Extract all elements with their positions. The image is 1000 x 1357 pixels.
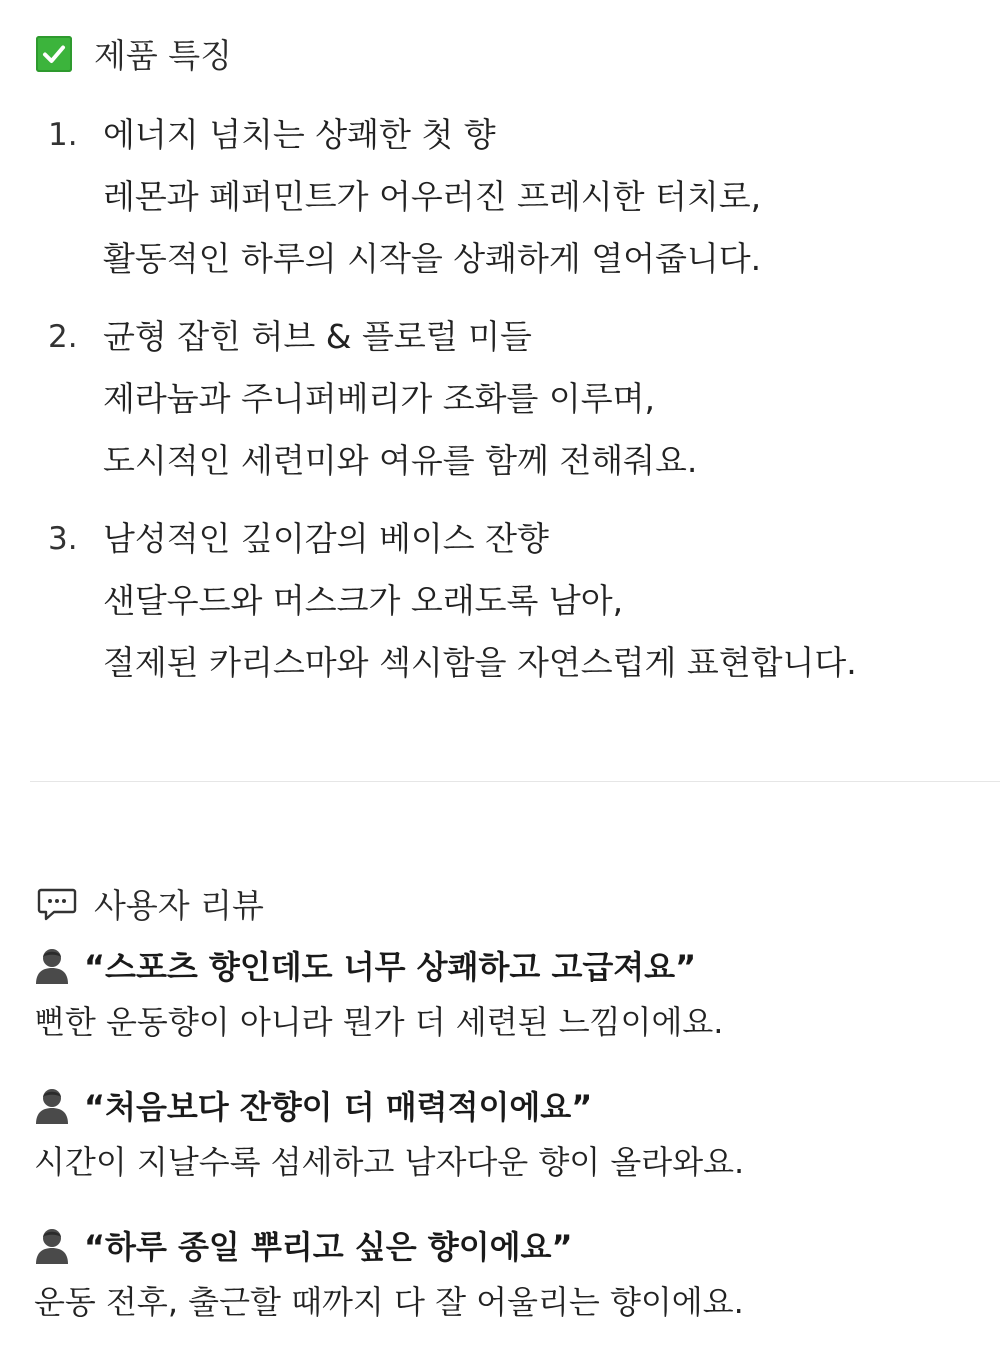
features-heading: 제품 특징 (94, 36, 233, 75)
feature-description-line: 절제된 카리스마와 섹시함을 자연스럽게 표현합니다. (103, 643, 857, 682)
speech-bubble-icon (36, 883, 78, 925)
feature-description-line: 샌달우드와 머스크가 오래도록 남아, (103, 581, 624, 620)
feature-title: 균형 잡힌 허브 & 플로럴 미들 (103, 317, 532, 356)
feature-number: 2. (48, 319, 78, 355)
review-body: 뻔한 운동향이 아니라 뭔가 더 세련된 느낌이에요. (34, 1003, 724, 1041)
features-header (36, 30, 232, 77)
review-quote: “스포츠 향인데도 너무 상쾌하고 고급져요” (84, 948, 697, 986)
reviews-header (36, 880, 264, 927)
review-quote-line (34, 1220, 572, 1270)
review-quote: “하루 종일 뿌리고 싶은 향이에요” (84, 1228, 573, 1266)
reviews-heading: 사용자 리뷰 (94, 886, 264, 925)
feature-description-line: 레몬과 페퍼민트가 어우러진 프레시한 터치로, (103, 177, 762, 216)
feature-description-line: 제라늄과 주니퍼베리가 조화를 이루며, (103, 379, 656, 418)
review-quote-line (34, 940, 696, 990)
feature-number: 1. (48, 117, 78, 153)
person-icon (34, 945, 70, 985)
person-icon (34, 1085, 70, 1125)
person-icon (34, 1225, 70, 1265)
review-quote-line (34, 1080, 592, 1130)
feature-description-line: 도시적인 세련미와 여유를 함께 전해줘요. (103, 441, 698, 480)
feature-description-line: 활동적인 하루의 시작을 상쾌하게 열어줍니다. (103, 239, 762, 278)
feature-number: 3. (48, 521, 78, 557)
review-body: 시간이 지날수록 섬세하고 남자다운 향이 올라와요. (34, 1143, 745, 1181)
review-quote: “처음보다 잔향이 더 매력적이에요” (84, 1088, 593, 1126)
section-divider (30, 781, 1000, 782)
review-body: 운동 전후, 출근할 때까지 다 잘 어울리는 향이에요. (34, 1283, 744, 1321)
check-box-icon (36, 36, 72, 72)
feature-title: 남성적인 깊이감의 베이스 잔향 (103, 519, 549, 558)
feature-title: 에너지 넘치는 상쾌한 첫 향 (103, 115, 496, 154)
